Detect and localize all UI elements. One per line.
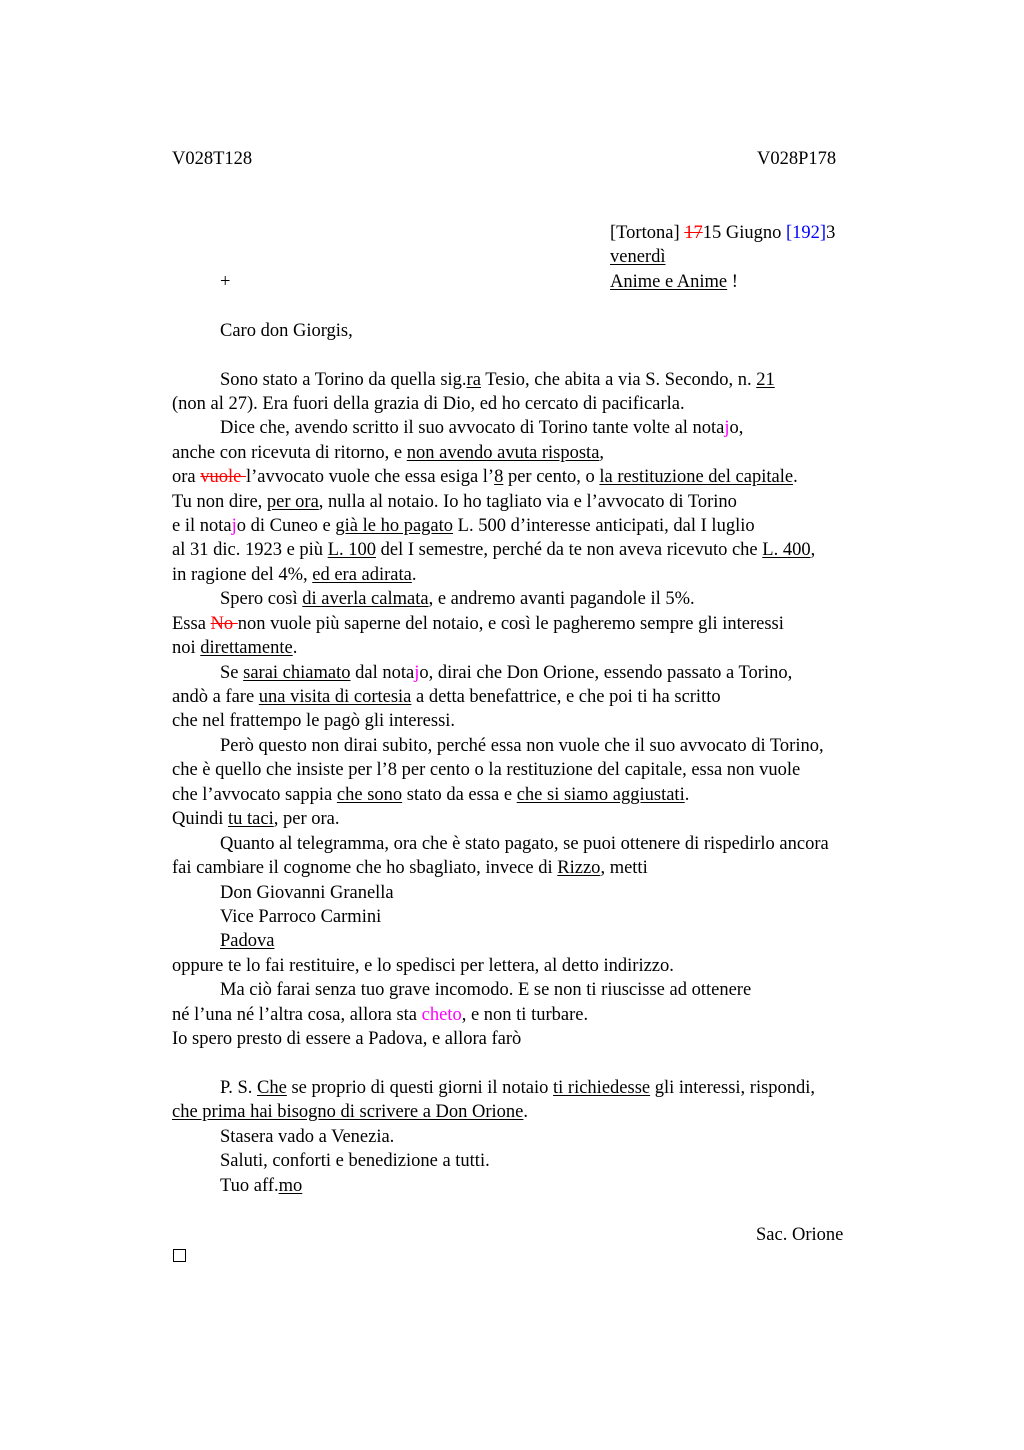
body-line: Però questo non dirai subito, perché essa non vuole che il suo avvocato di Torino, (220, 736, 824, 756)
postscript-line: che prima hai bisogno di scrivere a Don Orione. (172, 1102, 529, 1122)
end-marker-box-icon (173, 1249, 186, 1262)
body-line: in ragione del 4%, ed era adirata. (172, 565, 417, 585)
motto-text: Anime e Anime (610, 272, 728, 292)
salutation: Caro don Giorgis, (220, 321, 353, 341)
cross-symbol: + (220, 272, 231, 292)
body-line: ora vuole l’avvocato vuole che essa esiga l’8 per cento, o la restituzione del capitale. (172, 467, 798, 487)
body-line: Sono stato a Torino da quella sig.ra Tesio, che abita a via S. Secondo, n. 21 (220, 370, 775, 390)
dateline-bracket: ] (673, 223, 680, 243)
dateline-weekday: venerdì (610, 247, 666, 267)
closing: Tuo aff.mo (220, 1176, 303, 1196)
document-code-right: V028P178 (757, 149, 837, 169)
body-line: oppure te lo fai restituire, e lo spedisci per lettera, al detto indirizzo. (172, 956, 674, 976)
body-line: fai cambiare il cognome che ho sbagliato, invece di Rizzo, metti (172, 858, 648, 878)
body-line: Quindi tu taci, per ora. (172, 809, 340, 829)
body-line: che l’avvocato sappia che sono stato da essa e che si siamo aggiustati. (172, 785, 690, 805)
body-line: noi direttamente. (172, 638, 298, 658)
editorial-bracket: [ (786, 223, 793, 243)
body-line: né l’una né l’altra cosa, allora sta cheto, e non ti turbare. (172, 1005, 589, 1025)
body-line: andò a fare una visita di cortesia a detta benefattrice, e che poi ti ha scritto (172, 687, 721, 707)
body-line: Tu non dire, per ora, nulla al notaio. Io ho tagliato via e l’avvocato di Torino (172, 492, 737, 512)
dateline (610, 224, 835, 243)
body-line: Se sarai chiamato dal notajo, dirai che Don Orione, essendo passato a Torino, (220, 663, 793, 683)
deleted-word: vuole (200, 467, 246, 487)
dateline-place: Tortona (616, 223, 674, 243)
address-line: Don Giovanni Granella (220, 883, 394, 903)
body-line: (non al 27). Era fuori della grazia di Dio, ed ho cercato di pacificarla. (172, 394, 685, 414)
postscript-line: Saluti, conforti e benedizione a tutti. (220, 1151, 490, 1171)
body-line: e il notajo di Cuneo e già le ho pagato L. 500 d’interesse anticipati, dal I luglio (172, 516, 755, 536)
dateline-year-suffix: 3 (826, 223, 836, 243)
editorial-bracket: ] (819, 223, 827, 243)
body-line: Spero così di averla calmata, e andremo avanti pagandole il 5%. (220, 589, 695, 609)
dateline-year-prefix: 192 (792, 223, 820, 243)
address-line: Padova (220, 931, 275, 951)
postscript-line: Stasera vado a Venezia. (220, 1127, 395, 1147)
body-line: Dice che, avendo scritto il suo avvocato di Torino tante volte al notajo, (220, 418, 744, 438)
deleted-day: 17 (684, 223, 703, 243)
body-line: Quanto al telegramma, ora che è stato pagato, se puoi ottenere di rispedirlo ancora (220, 834, 829, 854)
body-line: che è quello che insiste per l’8 per cento o la restituzione del capitale, essa non vuole (172, 760, 801, 780)
deleted-word: No (210, 614, 238, 634)
signature: Sac. Orione (756, 1225, 844, 1245)
body-line: Ma ciò farai senza tuo grave incomodo. E se non ti riuscisse ad ottenere (220, 980, 752, 1000)
motto (610, 273, 738, 292)
body-line: Io spero presto di essere a Padova, e allora farò (172, 1029, 522, 1049)
dateline-bracket: [ (610, 223, 617, 243)
body-line: Essa No non vuole più saperne del notaio, e così le pagheremo sempre gli interessi (172, 614, 784, 634)
address-line: Vice Parroco Carmini (220, 907, 382, 927)
motto-exclamation: ! (731, 272, 738, 292)
postscript-line: P. S. Che se proprio di questi giorni il notaio ti richiedesse gli interessi, rispondi, (220, 1078, 816, 1098)
body-line: che nel frattempo le pagò gli interessi. (172, 711, 456, 731)
body-line: al 31 dic. 1923 e più L. 100 del I semestre, perché da te non aveva ricevuto che L. 400, (172, 540, 816, 560)
body-line: anche con ricevuta di ritorno, e non avendo avuta risposta, (172, 443, 605, 463)
document-code-left: V028T128 (172, 149, 253, 169)
dateline-day-month: 15 Giugno (702, 223, 782, 243)
